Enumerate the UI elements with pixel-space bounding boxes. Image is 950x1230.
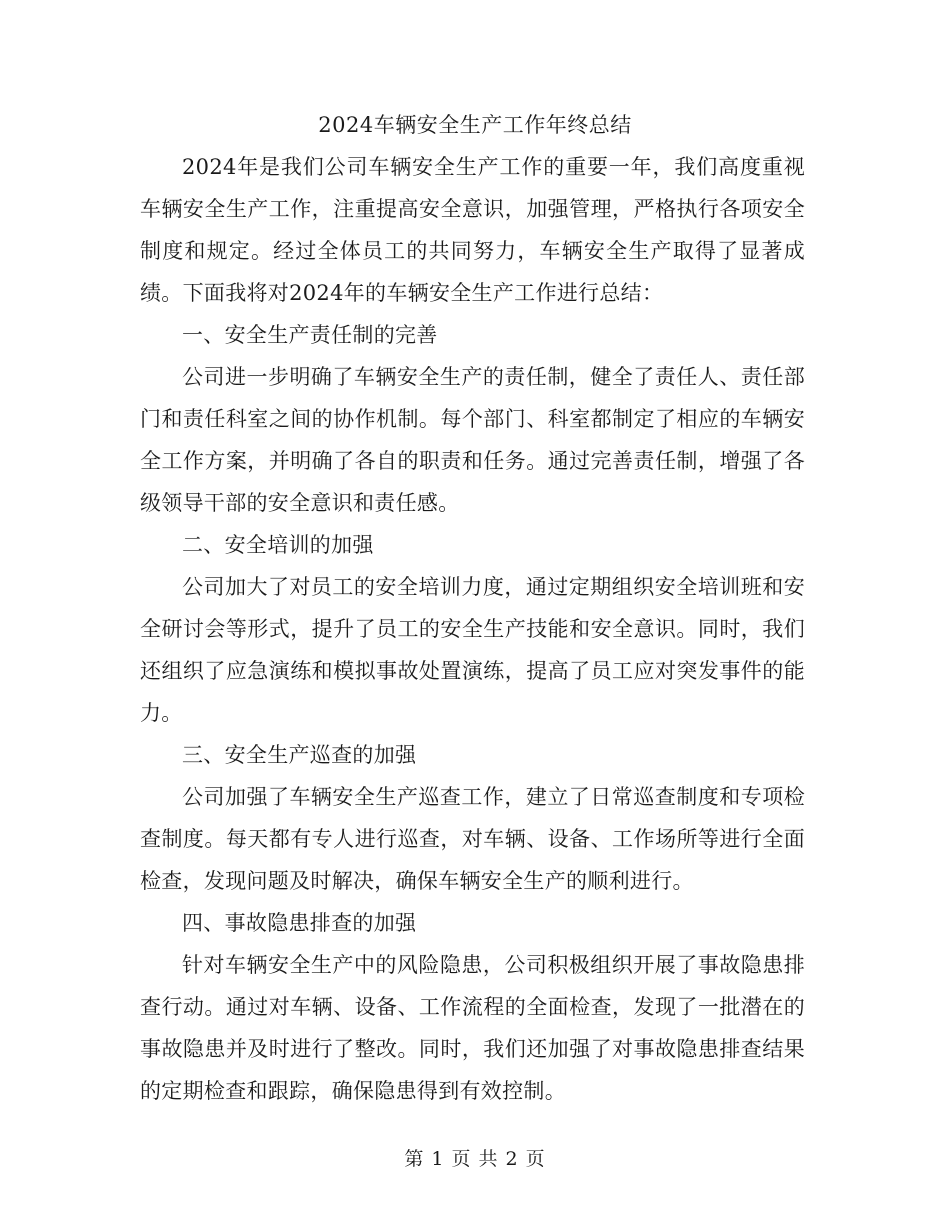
section-2 <box>140 524 805 734</box>
section-3 <box>140 734 805 902</box>
document-title: 2024车辆安全生产工作年终总结 <box>318 113 632 137</box>
page-number-label: 第 1 页 共 2 页 <box>404 1148 546 1170</box>
section-body: 公司加强了车辆安全生产巡查工作，建立了日常巡查制度和专项检查制度。每天都有专人进行巡查，对车辆、设备、工作场所等进行全面检查，发现问题及时解决，确保车辆安全生产的顺利进行。 <box>140 785 805 893</box>
section-heading: 三、安全生产巡查的加强 <box>182 743 417 767</box>
section-1 <box>140 314 805 524</box>
section-body: 针对车辆安全生产中的风险隐患，公司积极组织开展了事故隐患排查行动。通过对车辆、设备、工作流程的全面检查，发现了一批潜在的事故隐患并及时进行了整改。同时，我们还加强了对事故隐患排查结果的定期检查和跟踪，确保隐患得到有效控制。 <box>140 953 805 1103</box>
document-body <box>140 146 805 1112</box>
intro-paragraph: 2024年是我们公司车辆安全生产工作的重要一年，我们高度重视车辆安全生产工作，注重提高安全意识，加强管理，严格执行各项安全制度和规定。经过全体员工的共同努力，车辆安全生产取得了显著成绩。下面我将对2024年的车辆安全生产工作进行总结： <box>140 155 805 305</box>
section-body: 公司加大了对员工的安全培训力度，通过定期组织安全培训班和安全研讨会等形式，提升了员工的安全生产技能和安全意识。同时，我们还组织了应急演练和模拟事故处置演练，提高了员工应对突发事件的能力。 <box>140 575 805 725</box>
section-body: 公司进一步明确了车辆安全生产的责任制，健全了责任人、责任部门和责任科室之间的协作机制。每个部门、科室都制定了相应的车辆安全工作方案，并明确了各自的职责和任务。通过完善责任制，增强了各级领导干部的安全意识和责任感。 <box>140 365 805 515</box>
section-4 <box>140 902 805 1112</box>
section-heading: 四、事故隐患排查的加强 <box>182 911 417 935</box>
section-heading: 一、安全生产责任制的完善 <box>182 323 438 347</box>
page-footer <box>0 1140 950 1178</box>
section-heading: 二、安全培训的加强 <box>182 533 374 557</box>
